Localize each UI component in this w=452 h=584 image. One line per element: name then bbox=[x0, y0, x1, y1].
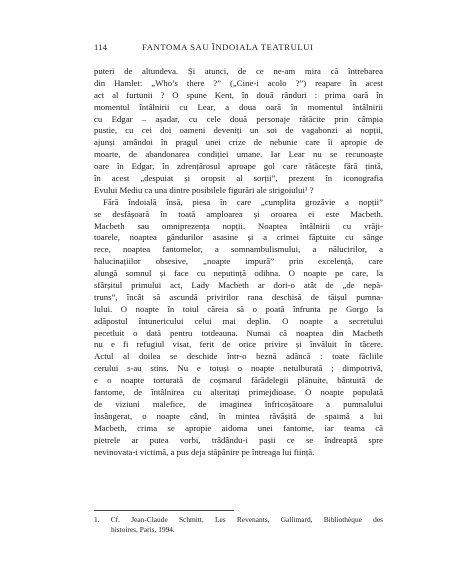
text-line: însângerat, o noapte când, în mintea răvășită de spaimă a lui bbox=[94, 410, 383, 421]
text-line: nevinovata-i victimă, a pus deja stăpânire pe întreaga lui ființă. bbox=[94, 446, 315, 457]
text-line: Fără îndoială însă, piesa în care „cumplita grozăvie a nopții” bbox=[103, 196, 383, 207]
text-line: Evului Mediu ca una dintre posibilele figurări ale strigoiului¹ ? bbox=[94, 184, 314, 195]
footnote bbox=[94, 515, 383, 536]
text-line: nu e fi refugiul visat, ferit de orice privire și învăluit în tăcere. bbox=[94, 339, 383, 350]
text-line: Actul al doilea se deschide într-o beznă adâncă : toate făcliile bbox=[94, 351, 383, 362]
page-header bbox=[94, 42, 384, 54]
text-line: din Hamlet: „Who’s there ?” („Cine-i acolo ?”) reapare în acest bbox=[94, 77, 383, 88]
text-line: sfârșitul primului act, Lady Macbeth ar dori-o atât de „de nepă- bbox=[94, 280, 383, 291]
text-line: puteri de altundeva. Și atunci, de ce ne-am mira că întrebarea bbox=[94, 66, 383, 76]
footnote-line: histoires, Paris, 1994. bbox=[111, 525, 175, 535]
text-line: cu Edgar – așadar, cu cele două personaje rătăcite prin câmpia bbox=[94, 113, 383, 124]
text-line: ajunși amândoi în pragul unei crize de nebunie care îi apropie de bbox=[94, 137, 383, 148]
text-line: truns”, încât să ascundă privirilor rana deschisă de tăișul pumna- bbox=[94, 291, 383, 302]
text-line: pietrele ar putea vorbi, trădându-i pașii ce se îndreaptă spre bbox=[94, 434, 383, 445]
page-number: 114 bbox=[94, 42, 108, 52]
text-line: alungă somnul și face cu neputință odihna. O noapte pe care, la bbox=[94, 268, 383, 279]
text-line: Macbeth, crima se apropie aidoma unei fantome, iar teama că bbox=[94, 422, 383, 433]
body-text bbox=[94, 66, 383, 458]
text-line: lului. O noapte în toiul căreia să o poată înfrunta pe Gorgo la bbox=[94, 303, 383, 314]
text-line: act al furtunii ? O spune Kent, în două rânduri : prima oară în bbox=[94, 89, 383, 100]
footnote-rule bbox=[94, 510, 234, 511]
text-line: adăpostul întunericului celui mai deplin. O noapte a secretului bbox=[94, 315, 383, 326]
running-title: FANTOMA SAU ÎNDOIALA TEATRULUI bbox=[142, 42, 314, 52]
text-line: e o noapte torturată de coșmarul fărădelegii plănuite, bântuită de bbox=[94, 375, 383, 386]
text-line: fantome, de întâlnirea cu alteritați primejdioase. O noapte populată bbox=[94, 387, 383, 398]
text-line: de viziuni malefice, de imaginea înfricoșătoare a pumnalului bbox=[94, 398, 383, 409]
text-line: se desfășoară în toată amploarea și oroarea ei este Macbeth. bbox=[94, 208, 383, 219]
text-line: pecetluit o dată pentru totdeauna. Numai că noaptea din Macbeth bbox=[94, 327, 383, 338]
text-line: toarele, noaptea gândurilor asasine și a crimei făptuite cu sânge bbox=[94, 232, 383, 243]
footnote-line: 1. Cf. Jean-Claude Schmitt, Les Revenants, Gallimard, Bibliothèque des bbox=[94, 515, 383, 524]
text-line: oare în Edgar, în zdrențărosul aproape gol care rătăcește fără țintă, bbox=[94, 161, 383, 172]
text-line: moarte, de abandonarea condiției umane. Iar Lear nu se recunoaște bbox=[94, 149, 383, 160]
text-line: cerului s-au stins. Nu e totuși o noapte netulburată ; dimpotrivă, bbox=[94, 363, 383, 374]
text-line: momentul întâlnirii cu Lear, a doua oară în momentul întâlnirii bbox=[94, 101, 383, 112]
text-line: pustie, cu cei doi oameni deveniți un soi de vagabonzi ai nopții, bbox=[94, 125, 383, 136]
text-line: în acest „despuiat și oropsit al sorții”, prezent în iconografia bbox=[94, 173, 383, 184]
text-line: Macbeth sau omniprezența nopții. Noaptea întâlnirii cu vrăji- bbox=[94, 220, 383, 231]
text-line: rece, noaptea fantomelor, a somnambulismului, a nălucirilor, a bbox=[94, 244, 383, 255]
text-line: halucinațiilor obsesive, „noapte impură” prin excelență, care bbox=[94, 256, 383, 267]
